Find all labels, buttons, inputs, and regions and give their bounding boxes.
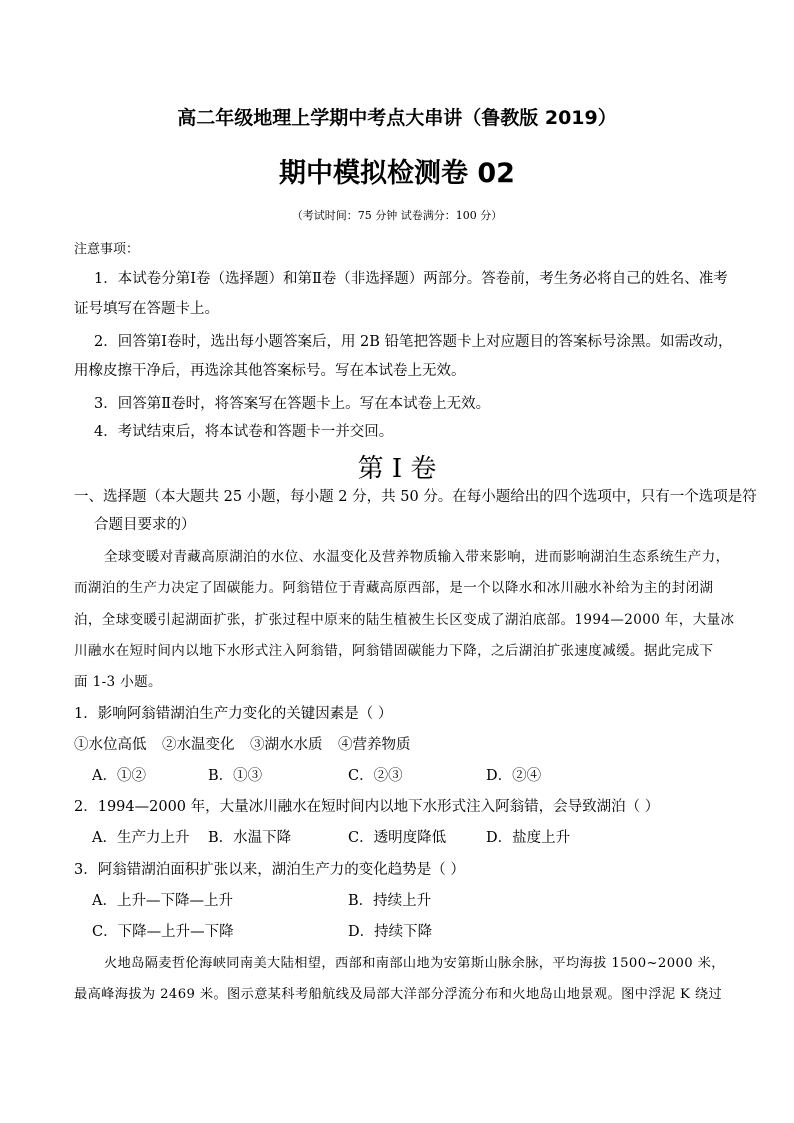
section-heading-line-1: 一、选择题（本大题共 25 小题，每小题 2 分，共 50 分。在每小题给出的四个选项中，只有一个选项是符 [74, 489, 757, 505]
question-1-factor: ④营养物质 [338, 737, 411, 753]
passage-1-line: 面 1-3 小题。 [74, 674, 162, 690]
question-1-option: C．②③ [348, 768, 403, 784]
question-2-option: A．生产力上升 [92, 830, 190, 846]
passage-1-line: 全球变暖对青藏高原湖泊的水位、水温变化及营养物质输入带来影响，进而影响湖泊生态系统生产力， [104, 549, 730, 565]
question-1-factor: ①水位高低 [74, 737, 147, 753]
question-3-option: B．持续上升 [348, 893, 432, 909]
question-3-option: D．持续下降 [348, 924, 433, 940]
note-1-line-2: 证号填写在答题卡上。 [74, 301, 219, 317]
passage-1-line: 而湖泊的生产力决定了固碳能力。阿翁错位于青藏高原西部，是一个以降水和冰川融水补给为主的封闭湖 [74, 580, 714, 596]
question-1-factor: ③湖水水质 [250, 737, 323, 753]
exam-series-subtitle: 高二年级地理上学期中考点大串讲（鲁教版 2019） [177, 107, 617, 129]
question-1-stem: 1．影响阿翁错湖泊生产力变化的关键因素是（ ） [74, 706, 393, 722]
question-1-option: B．①③ [208, 768, 263, 784]
notes-heading: 注意事项： [74, 242, 140, 257]
passage-2-line: 火地岛隔麦哲伦海峡同南美大陆相望，西部和南部山地为安第斯山脉余脉，平均海拔 1500~2000 米， [104, 956, 725, 971]
exam-title: 期中模拟检测卷 02 [279, 158, 515, 189]
passage-1-line: 川融水在短时间内以地下水形式注入阿翁错，阿翁错固碳能力下降，之后湖泊扩张速度减缓。据此完成下 [74, 643, 714, 659]
note-2-line-2: 用橡皮擦干净后，再选涂其他答案标号。写在本试卷上无效。 [74, 363, 466, 379]
question-1-option: A．①② [92, 768, 146, 784]
question-1-option: D．②④ [486, 768, 542, 784]
note-1-line-1: 1．本试卷分第Ⅰ卷（选择题）和第Ⅱ卷（非选择题）两部分。答卷前，考生务必将自己的姓名、准考 [94, 271, 728, 287]
passage-2-line: 最高峰海拔为 2469 米。图示意某科考船航线及局部大洋部分浮流分布和火地岛山地景观。图中浮泥 K 绕过 [74, 987, 723, 1002]
question-3-stem: 3．阿翁错湖泊面积扩张以来，湖泊生产力的变化趋势是（ ） [74, 862, 465, 878]
note-2-line-1: 2．回答第Ⅰ卷时，选出每小题答案后，用 2B 铅笔把答题卡上对应题目的答案标号涂黑。如需改动， [94, 334, 733, 350]
question-2-option: D．盐度上升 [486, 830, 571, 846]
exam-time-score-info: （考试时间：75 分钟 试卷满分：100 分） [291, 209, 503, 222]
note-3: 3．回答第Ⅱ卷时，将答案写在答题卡上。写在本试卷上无效。 [94, 396, 491, 412]
question-2-stem: 2．1994—2000 年，大量冰川融水在短时间内以地下水形式注入阿翁错，会导致湖泊（ ） [74, 799, 660, 815]
question-3-option: A．上升—下降—上升 [92, 893, 233, 909]
question-3-option: C．下降—上升—下降 [92, 924, 234, 940]
question-2-option: B．水温下降 [208, 830, 292, 846]
passage-1-line: 泊，全球变暖引起湖面扩张，扩张过程中原来的陆生植被生长区变成了湖泊底部。1994—2000 年，大量冰 [74, 612, 735, 628]
question-2-option: C．透明度降低 [348, 830, 447, 846]
question-1-factor: ②水温变化 [162, 737, 235, 753]
volume-title: 第 I 卷 [357, 454, 437, 484]
section-heading-line-2: 合题目要求的） [94, 517, 196, 533]
note-4: 4．考试结束后，将本试卷和答题卡一并交回。 [94, 424, 394, 440]
